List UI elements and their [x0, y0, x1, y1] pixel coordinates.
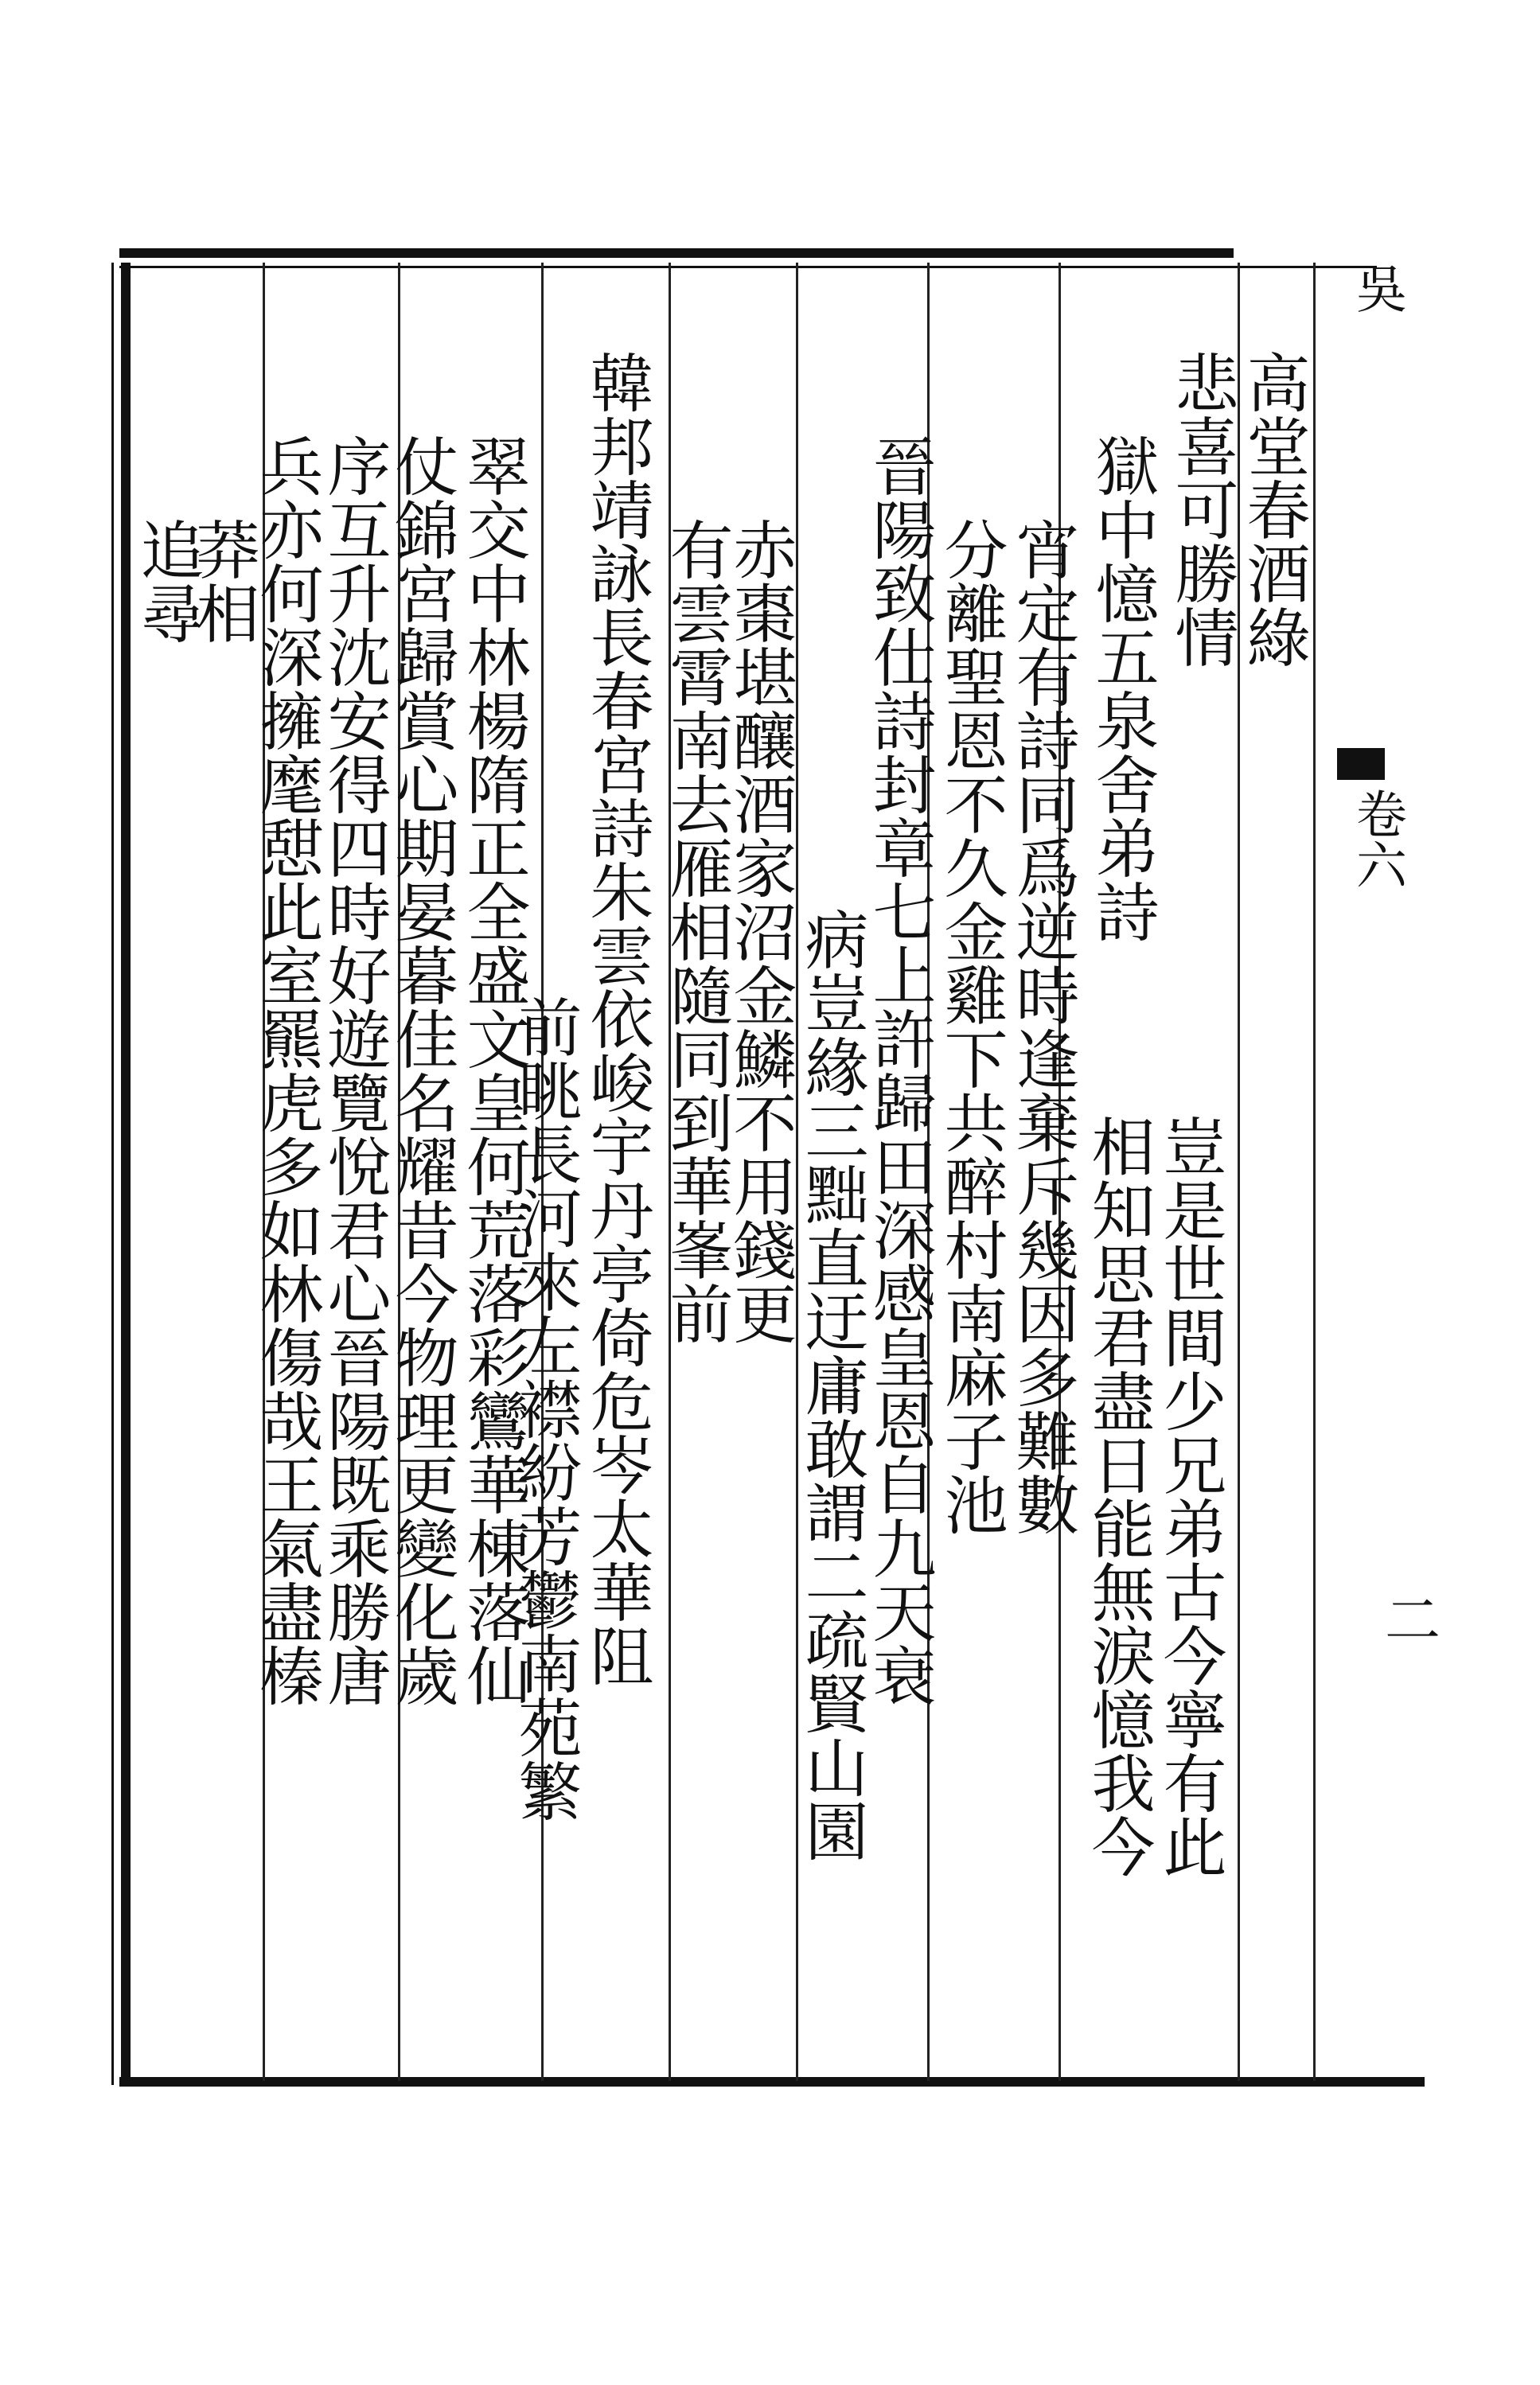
- fish-tail-mark: [1337, 748, 1385, 780]
- text-column: 分離聖恩不久金雞下共醉村南麻子池: [934, 517, 1008, 1536]
- text-column: 仗錦宮歸賞心期晏暮佳名耀昔今物理更變化歲: [384, 434, 458, 1707]
- folio-number: 二: [1385, 1588, 1441, 1653]
- text-column: 宵定有詩同爲逆時逢棄斥幾因多難數: [1005, 517, 1079, 1536]
- text-column: 翠交中林楊隋正全盛文皇何荒落彩鸞華棟落仙: [456, 434, 530, 1707]
- book-title-marginal: 吳: [1347, 263, 1406, 314]
- frame-left-inner-line: [111, 263, 114, 2085]
- volume-marginal: 卷六: [1347, 788, 1406, 890]
- text-column: 兵亦何深擁麾憇此室羆虎多如林傷哉王氣盡榛: [249, 434, 323, 1707]
- text-column: 相知思君盡日能無淚憶我今: [1081, 1114, 1155, 1878]
- text-column: 病豈緣三黜直迂庸敢謂二疏賢山園: [794, 907, 868, 1862]
- text-column: 悲喜可勝情: [1164, 350, 1238, 668]
- text-column: 序互升沈安得四時好遊覽悅君心晉陽既乘勝唐: [317, 434, 391, 1707]
- text-column: 豈是世間少兄弟古今寧有此: [1152, 1114, 1226, 1878]
- text-column: 赤棗堪釀酒家沼金鱗不用錢更: [723, 517, 797, 1345]
- text-column: 韓邦靖詠長春宮詩朱雲依峻宇丹亭倚危岑太華阻: [579, 350, 653, 1687]
- text-column: 莽相: [185, 517, 259, 645]
- text-column: 前眺長河來左襟紛芳鬱南苑繁: [508, 995, 582, 1822]
- frame-top-inner-line: [119, 266, 1377, 268]
- text-column: 追尋: [130, 517, 204, 645]
- text-column: 高堂春酒綠: [1236, 350, 1310, 668]
- frame-top-border: [119, 248, 1234, 258]
- frame-bottom-border: [119, 2077, 1425, 2087]
- text-column: 晉陽致仕詩封章七上許歸田深感皇恩自九天衰: [862, 434, 936, 1707]
- text-column: 獄中憶五泉舍弟詩: [1085, 434, 1159, 943]
- text-column: 有雲霄南去雁相隨同到華峯前: [659, 517, 733, 1345]
